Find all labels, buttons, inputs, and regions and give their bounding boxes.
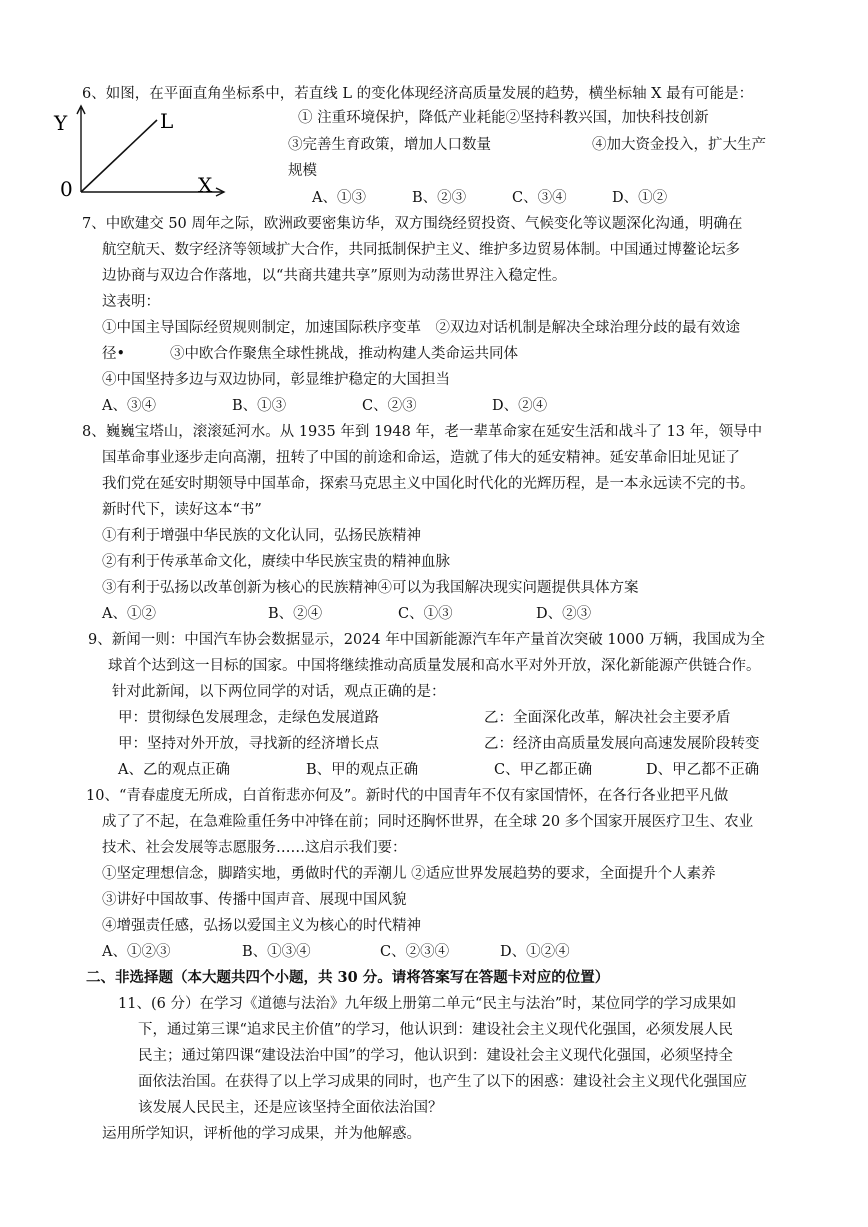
q6-options-line2b: ④加大资金投入，扩大生产	[592, 137, 766, 153]
q6-stem: 6、如图，在平面直角坐标系中，若直线 L 的变化体现经济高质量发展的趋势，横坐标轴 X 最有可能是：	[82, 86, 754, 102]
q7-choice-d: D、②④	[492, 398, 548, 414]
q9-dialogue-1a: 甲：贯彻绿色发展理念，走绿色发展道路	[118, 710, 379, 726]
q9-dialogue-2a: 甲：坚持对外开放，寻找新的经济增长点	[118, 736, 379, 752]
q9-choice-b: B、甲的观点正确	[306, 762, 419, 778]
q7-line3: 边协商与双边合作落地，以“共商共建共享”原则为动荡世界注入稳定性。	[102, 268, 567, 284]
q9-choice-c: C、甲乙都正确	[494, 762, 593, 778]
q8-line1: 8、巍巍宝塔山，滚滚延河水。从 1935 年到 1948 年，老一辈革命家在延安生活和战斗了 13 年，领导中	[82, 424, 763, 440]
q11-line2: 下，通过第三课“追求民主价值”的学习，他认识到：建设社会主义现代化强国，必须发展人民	[138, 1022, 733, 1038]
q7-line7: ④中国坚持多边与双边协同，彰显维护稳定的大国担当	[102, 372, 450, 388]
q11-line1: 11、(6 分）在学习《道德与法治》九年级上册第二单元“民主与法治”时，某位同学的学习成果如	[118, 996, 737, 1012]
q8-line4: 新时代下，读好这本“书”	[102, 502, 262, 518]
q8-choice-d: D、②③	[536, 606, 592, 622]
q7-line6a: 径•	[102, 346, 126, 362]
line-label: L	[160, 109, 174, 133]
q10-choice-a: A、①②③	[102, 944, 171, 960]
section-2-title: 二、非选择题（本大题共四个小题，共 30 分。请将答案写在答题卡对应的位置）	[86, 969, 610, 986]
q9-choice-a: A、乙的观点正确	[118, 762, 230, 778]
q6-choice-c: C、③④	[512, 190, 567, 206]
q8-line5: ①有利于增强中华民族的文化认同，弘扬民族精神	[102, 528, 421, 544]
q6-choice-d: D、①②	[612, 190, 668, 206]
q8-line2: 国革命事业逐步走向高潮，扭转了中国的前途和命运，造就了伟大的延安精神。延安革命旧址见证了	[102, 450, 740, 466]
q9-line2: 球首个达到这一目标的国家。中国将继续推动高质量发展和高水平对外开放，深化新能源产供链合作。	[108, 658, 761, 674]
q8-choice-c: C、①③	[398, 606, 453, 622]
q6-choice-a: A、①③	[312, 190, 366, 206]
q9-dialogue-1b: 乙：全面深化改革，解决社会主要矛盾	[484, 710, 731, 726]
q6-choice-b: B、②③	[412, 190, 467, 206]
q10-line3: 技术、社会发展等志愿服务……这启示我们要：	[102, 840, 407, 856]
q10-line2: 成了了不起，在急难险重任务中冲锋在前；同时还胸怀世界，在全球 20 多个国家开展医疗卫生、农业	[102, 814, 754, 830]
q7-choice-b: B、①③	[232, 398, 287, 414]
q11-line5: 该发展人民民主，还是应该坚持全面依法治国？	[138, 1100, 443, 1116]
q6-options-line2a: ③完善生育政策，增加人口数量	[288, 137, 491, 153]
q10-line6: ④增强责任感，弘扬以爱国主义为核心的时代精神	[102, 918, 421, 934]
q10-line5: ③讲好中国故事、传播中国声音、展现中国风貌	[102, 892, 407, 908]
y-label: Y	[54, 111, 68, 135]
coordinate-graph	[52, 100, 232, 200]
q10-choice-c: C、②③④	[380, 944, 450, 960]
q9-line1: 9、新闻一则：中国汽车协会数据显示，2024 年中国新能源汽车年产量首次突破 1000 万辆，我国成为全	[88, 632, 765, 648]
q10-choice-b: B、①③④	[242, 944, 311, 960]
q7-choice-c: C、②③	[362, 398, 417, 414]
q7-line6b: ③中欧合作聚焦全球性挑战，推动构建人类命运共同体	[170, 346, 518, 362]
q8-choice-a: A、①②	[102, 606, 156, 622]
q11-line6: 运用所学知识，评析他的学习成果，并为他解惑。	[102, 1126, 421, 1142]
q10-line4: ①坚定理想信念，脚踏实地，勇做时代的弄潮儿 ②适应世界发展趋势的要求，全面提升个人素养	[102, 866, 716, 882]
q10-choice-d: D、①②④	[500, 944, 570, 960]
q6-options-line3: 规模	[288, 163, 317, 179]
q7-line1: 7、中欧建交 50 周年之际，欧洲政要密集访华，双方围绕经贸投资、气候变化等议题深化沟通，明确在	[82, 216, 743, 232]
q6-options-line1: ① 注重环境保护，降低产业耗能②坚持科教兴国，加快科技创新	[298, 110, 709, 126]
q7-choice-a: A、③④	[102, 398, 156, 414]
origin-label: 0	[60, 177, 73, 200]
q9-line3: 针对此新闻，以下两位同学的对话，观点正确的是：	[112, 684, 446, 700]
q11-line3: 民主；通过第四课“建设法治中国”的学习，他认识到：建设社会主义现代化强国，必须坚持全	[138, 1048, 733, 1064]
q8-line3: 我们党在延安时期领导中国革命，探索马克思主义中国化时代化的光辉历程，是一本永远读不完的书。	[102, 476, 755, 492]
q9-choice-d: D、甲乙都不正确	[646, 762, 760, 778]
q10-line1: 10、“青春虚度无所成，白首衔悲亦何及”。新时代的中国青年不仅有家国情怀，在各行各业把平凡做	[86, 788, 729, 804]
q9-dialogue-2b: 乙：经济由高质量发展向高速发展阶段转变	[484, 736, 760, 752]
q7-line4: 这表明：	[102, 294, 160, 310]
q7-line5: ①中国主导国际经贸规则制定，加速国际秩序变革 ②双边对话机制是解决全球治理分歧的最有效途	[102, 320, 740, 336]
q11-line4: 面依法治国。在获得了以上学习成果的同时，也产生了以下的困惑：建设社会主义现代化强国应	[138, 1074, 747, 1090]
x-label: X	[198, 173, 213, 197]
q8-line6: ②有利于传承革命文化，赓续中华民族宝贵的精神血脉	[102, 554, 450, 570]
q8-line7: ③有利于弘扬以改革创新为核心的民族精神④可以为我国解决现实问题提供具体方案	[102, 580, 639, 596]
q8-choice-b: B、②④	[268, 606, 323, 622]
line-l	[81, 120, 157, 192]
q7-line2: 航空航天、数字经济等领域扩大合作，共同抵制保护主义、维护多边贸易体制。中国通过博鳌论坛多	[102, 242, 740, 258]
